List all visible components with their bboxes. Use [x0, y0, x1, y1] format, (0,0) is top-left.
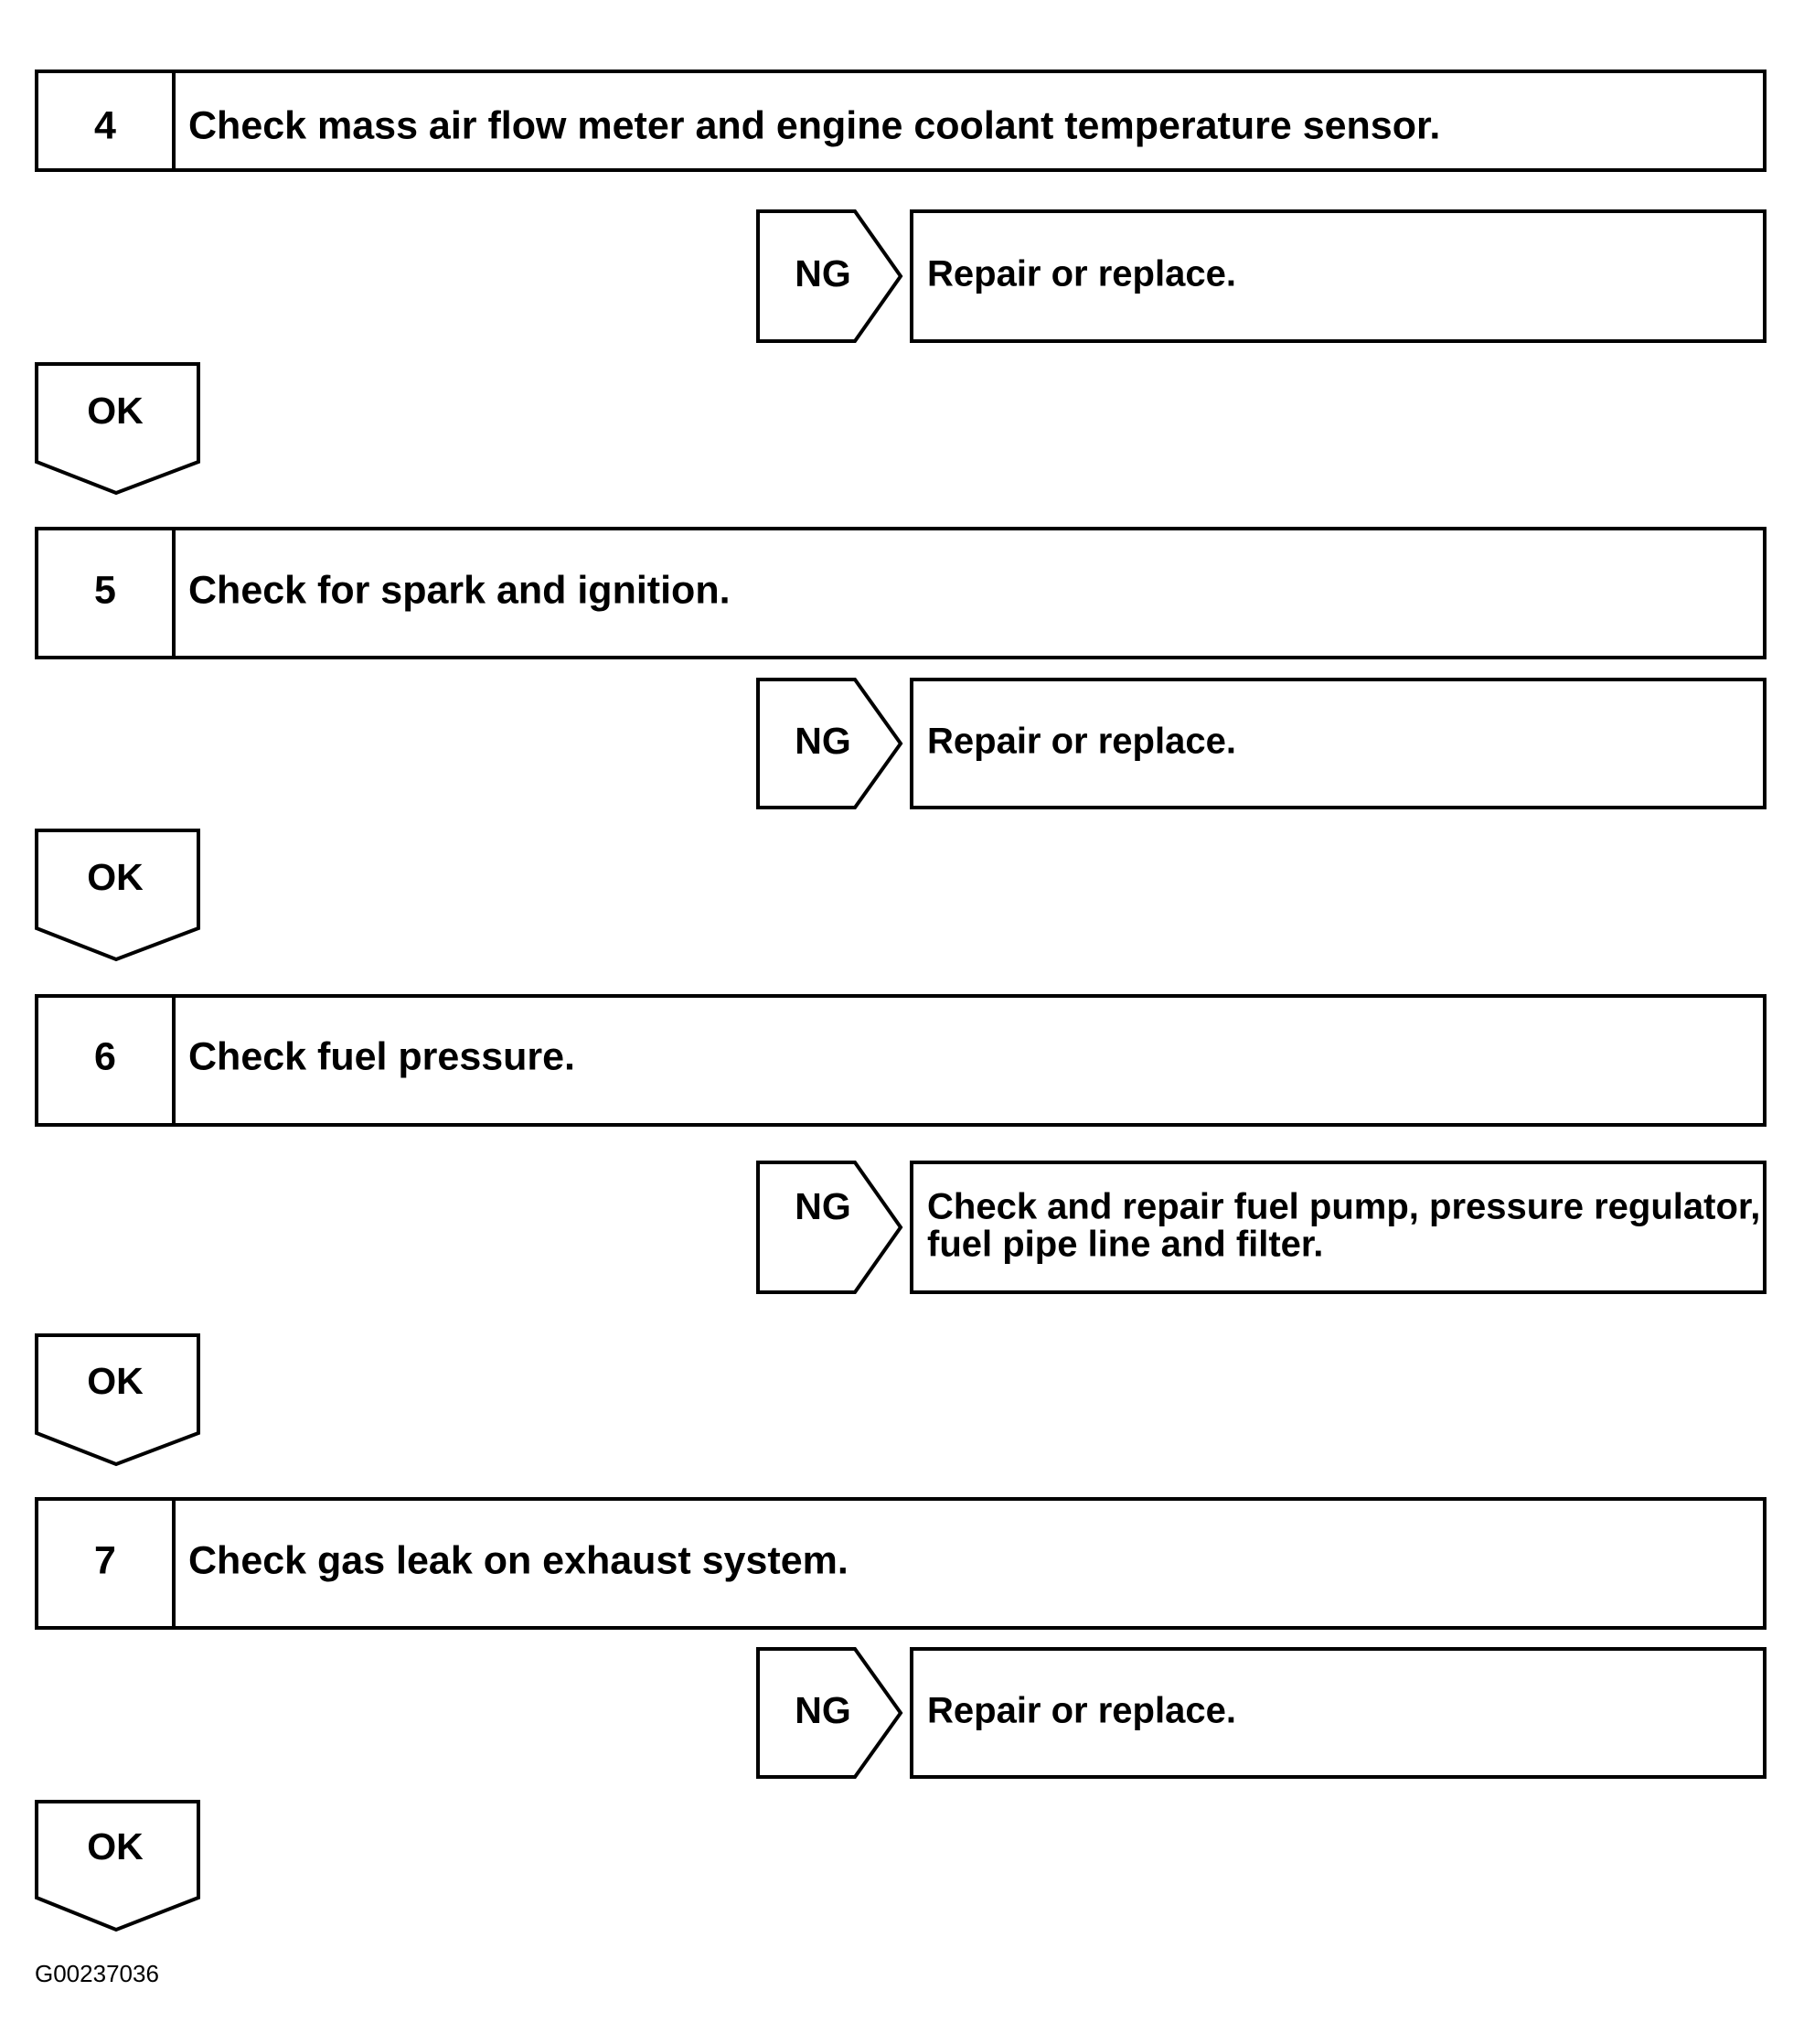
ok-branch-7: [37, 1802, 198, 1930]
ng-label: NG: [795, 251, 851, 294]
ok-branch-4: [37, 364, 198, 493]
ng-branch-7: [758, 1649, 1765, 1777]
ok-label: OK: [87, 1825, 144, 1867]
ng-branch-5: [758, 680, 1765, 808]
ng-result-text: Repair or replace.: [927, 253, 1236, 294]
step-5: [37, 529, 1765, 658]
step-number: 5: [94, 568, 116, 613]
step-number: 7: [94, 1538, 116, 1583]
ok-branch-5: [37, 830, 198, 959]
step-instruction: Check gas leak on exhaust system.: [188, 1538, 849, 1583]
step-number: 6: [94, 1034, 116, 1079]
ng-branch-6: [758, 1162, 1765, 1292]
step-instruction: Check mass air flow meter and engine coolant temperature sensor.: [188, 103, 1441, 148]
figure-code: G00237036: [35, 1960, 159, 1987]
ng-label: NG: [795, 1184, 851, 1227]
ng-branch-4: [758, 211, 1765, 341]
ok-label: OK: [87, 389, 144, 432]
ok-label: OK: [87, 1359, 144, 1402]
step-4: [37, 71, 1765, 170]
ok-label: OK: [87, 855, 144, 898]
ng-result-text-line-1: Check and repair fuel pump, pressure regulator,: [927, 1186, 1761, 1227]
step-number: 4: [94, 103, 116, 148]
step-instruction: Check fuel pressure.: [188, 1034, 576, 1079]
step-instruction: Check for spark and ignition.: [188, 568, 731, 613]
ng-arrow: [758, 1162, 901, 1292]
ng-result-text: Repair or replace.: [927, 721, 1236, 762]
ng-result-text-line-2: fuel pipe line and filter.: [927, 1224, 1324, 1265]
ng-result-text: Repair or replace.: [927, 1690, 1236, 1731]
ng-label: NG: [795, 1688, 851, 1731]
ok-branch-6: [37, 1335, 198, 1464]
step-6: [37, 996, 1765, 1125]
step-7: [37, 1499, 1765, 1628]
ng-label: NG: [795, 719, 851, 762]
